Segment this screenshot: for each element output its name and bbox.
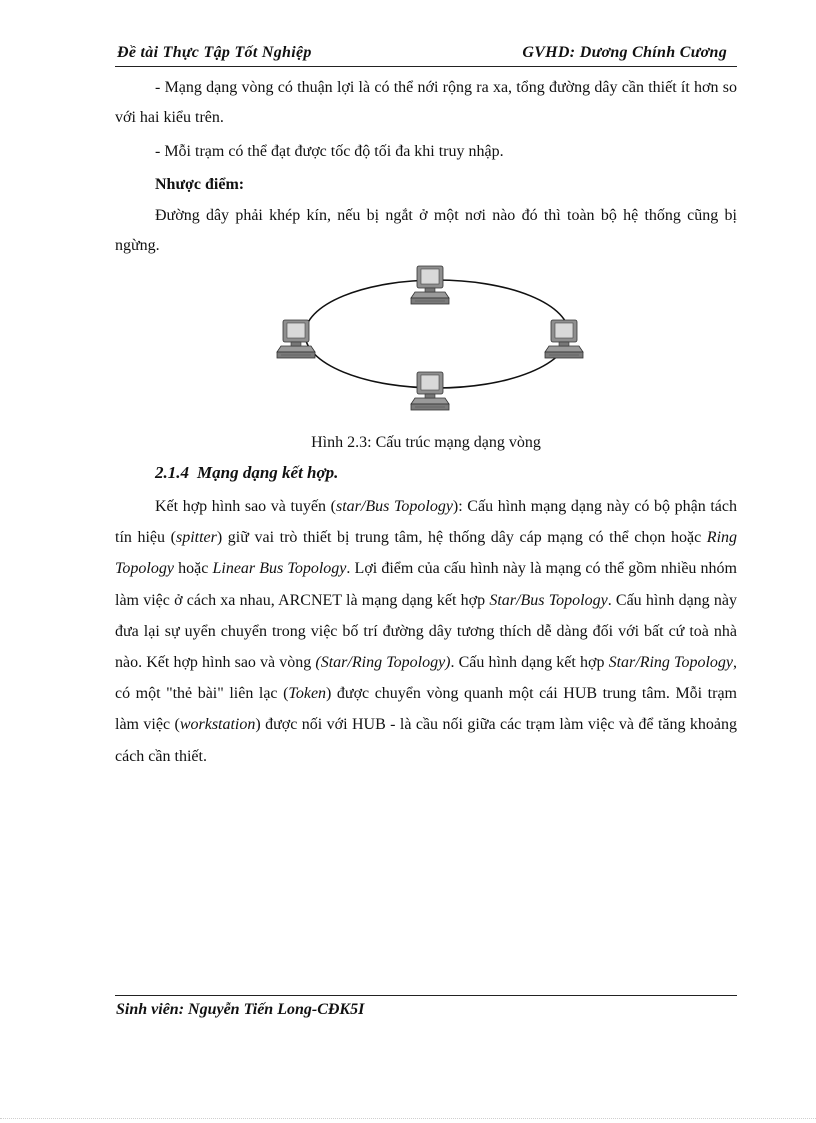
header-advisor: GVHD: Dương Chính Cương <box>522 44 727 61</box>
ring-diagram <box>263 260 611 424</box>
combined-topology-paragraph: Kết hợp hình sao và tuyến (star/Bus Topology): Cấu hình mạng dạng này có bộ phận tách tín hiệu (spitter) giữ vai trò thiết bị trung tâm, hệ thống dây cáp mạng có thể chọn hoặc Ring Topology hoặc Linear Bus Topology. Lợi điểm của cấu hình này là mạng có thể gồm nhiều nhóm làm việc ở cách xa nhau, ARCNET là mạng dạng kết hợp Star/Bus Topology. Cấu hình dạng này đưa lại sự uyển chuyển trong việc bố trí đường dây tương thích dễ dàng đối với bất cứ toà nhà nào. Kết hợp hình sao và vòng (Star/Ring Topology). Cấu hình dạng kết hợp Star/Ring Topology, có một "thẻ bài" liên lạc (Token) được chuyển vòng quanh một cái HUB trung tâm. Mỗi trạm làm việc (workstation) được nối với HUB - là cầu nối giữa các trạm làm việc và để tăng khoảng cách cần thiết. <box>115 498 738 765</box>
page-edge <box>0 1118 816 1119</box>
computer-icon <box>545 320 583 358</box>
advantage-paragraph-1: - Mạng dạng vòng có thuận lợi là có thể nới rộng ra xa, tổng đường dây cần thiết ít hơn so với hai kiểu trên. <box>115 79 737 126</box>
computer-icon <box>277 320 315 358</box>
section-heading <box>155 458 338 488</box>
computer-icon <box>411 266 449 304</box>
disadvantage-heading: Nhược điểm: <box>155 176 245 193</box>
header-title: Đề tài Thực Tập Tốt Nghiệp <box>117 44 312 61</box>
section-title: Mạng dạng kết hợp. <box>197 463 339 482</box>
section-number: 2.1.4 <box>155 463 189 482</box>
figure-caption: Hình 2.3: Cấu trúc mạng dạng vòng <box>311 434 541 451</box>
ring-topology-figure <box>263 260 611 424</box>
page-footer: Sinh viên: Nguyễn Tiến Long-CĐK5I <box>116 1001 365 1018</box>
page-header <box>115 40 737 67</box>
disadvantage-paragraph: Đường dây phải khép kín, nếu bị ngắt ở một nơi nào đó thì toàn bộ hệ thống cũng bị ngừng. <box>115 207 737 254</box>
advantage-paragraph-2: - Mỗi trạm có thể đạt được tốc độ tối đa khi truy nhập. <box>155 143 504 160</box>
computer-icon <box>411 372 449 410</box>
footer-divider <box>115 995 737 996</box>
